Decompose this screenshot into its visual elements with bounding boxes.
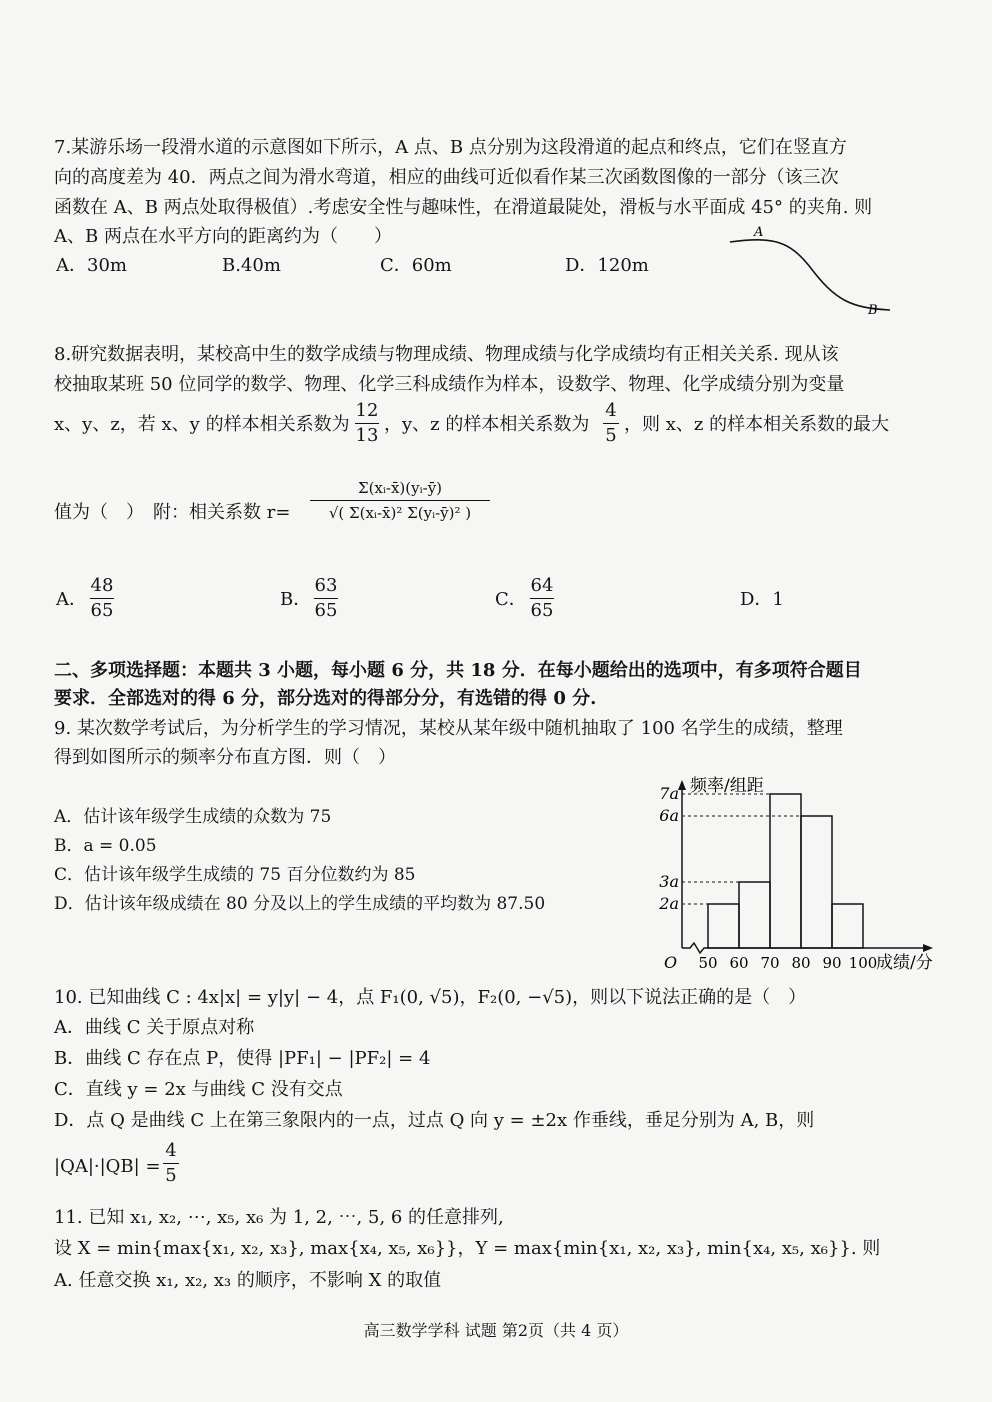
q7-option-b: B.40m [222,255,281,276]
frac-numerator: 4 [605,400,617,421]
q8-option-d: D．1 [740,589,784,610]
x-tick-label: 50 [698,954,718,972]
q10-option-b: B．曲线 C 存在点 P，使得 |PF₁| − |PF₂| = 4 [54,1048,431,1069]
x-tick-label: 100 [848,954,878,972]
q10-option-d: D．点 Q 是曲线 C 上在第三象限内的一点，过点 Q 向 y = ±2x 作垂线，垂足分别为 A, B，则 [54,1110,815,1131]
q8-line-4: 值为（ ） 附：相关系数 r= [54,502,291,523]
histogram-bar [739,882,770,948]
q10-line-1: 10. 已知曲线 C : 4x|x| = y|y| − 4，点 F₁(0, √5)，F₂(0, −√5)，则以下说法正确的是（ ） [54,987,807,1008]
q10-option-a: A．曲线 C 关于原点对称 [54,1017,255,1038]
x-tick-label: 80 [791,954,811,972]
point-a-label: A [754,225,764,240]
formula-numerator: Σ(xᵢ-x̄)(yᵢ-ȳ) [357,479,443,497]
section2-line-1: 二、多项选择题：本题共 3 小题，每小题 6 分，共 18 分．在每小题给出的选项中，有多项符合题目 [54,660,862,681]
y-axis-arrow [678,780,686,790]
q11-line-2: 设 X = min{max{x₁, x₂, x₃}, max{x₄, x₅, x₆}}，Y = max{min{x₁, x₂, x₃}, min{x₄, x₅, x₆}}. 则 [54,1238,881,1259]
q7-option-a: A．30m [56,255,127,276]
frequency-histogram [640,770,960,980]
q8-frac-yz [603,400,619,447]
histogram-bar [832,904,863,948]
frac-numerator: 12 [355,400,379,421]
x-axis-arrow [923,944,933,952]
frac-denominator: 65 [90,600,114,621]
frac-denominator: 65 [530,600,554,621]
q8-line-3c: ，则 x、z 的样本相关系数的最大 [624,414,890,435]
histogram-bar [708,904,739,948]
slide-figure [720,222,900,322]
slide-curve [730,240,890,310]
q9-line-2: 得到如图所示的频率分布直方图．则（ ） [54,747,396,768]
frac-numerator: 4 [165,1140,177,1161]
histogram-bar [801,816,832,948]
q7-option-c: C．60m [380,255,452,276]
q8-option-b-label: B． [280,589,312,610]
q7-line-2: 向的高度差为 40．两点之间为滑水弯道，相应的曲线可近似看作某三次函数图像的一部分（该三次 [54,167,839,188]
q8-line-3b: ，y、z 的样本相关系数为 [384,414,590,435]
formula-denominator: √( Σ(xᵢ-x̄)² Σ(yᵢ-ȳ)² ) [328,504,472,522]
frac-numerator: 48 [90,575,114,596]
q8-option-c-frac [530,575,554,622]
frac-denominator: 65 [314,600,338,621]
y-axis-label: 频率/组距 [690,776,764,796]
x-tick-label: 70 [760,954,780,972]
frac-denominator: 5 [165,1165,177,1186]
page-footer: 高三数学学科 试题 第2页（共 4 页） [363,1321,629,1340]
x-tick-label: 60 [729,954,749,972]
frac-denominator: 5 [605,425,617,446]
q7-line-3: 函数在 A、B 两点处取得极值）.考虑安全性与趣味性，在滑道最陡处，滑板与水平面成 45° 的夹角. 则 [54,197,873,218]
frac-numerator: 64 [530,575,554,596]
q7-line-1: 7.某游乐场一段滑水道的示意图如下所示，A 点、B 点分别为这段滑道的起点和终点，它们在竖直方 [54,137,847,158]
x-tick-label: 90 [822,954,842,972]
origin-label: O [664,953,678,972]
q9-option-d: D．估计该年级成绩在 80 分及以上的学生成绩的平均数为 87.50 [54,894,546,914]
y-tick-label: 6a [659,806,679,825]
q10-d-frac [163,1140,179,1187]
section2-line-2: 要求．全部选对的得 6 分，部分选对的得部分分，有选错的得 0 分. [54,688,597,709]
q11-option-a: A. 任意交换 x₁, x₂, x₃ 的顺序，不影响 X 的取值 [54,1270,442,1291]
q9-option-a: A．估计该年级学生成绩的众数为 75 [54,807,332,827]
q8-frac-xy [355,400,379,447]
q8-option-b-frac [314,575,338,622]
frac-numerator: 63 [314,575,338,596]
q10-d-continuation: |QA|·|QB| = [54,1156,161,1177]
q9-option-c: C．估计该年级学生成绩的 75 百分位数约为 85 [54,865,416,885]
q8-line-2: 校抽取某班 50 位同学的数学、物理、化学三科成绩作为样本，设数学、物理、化学成绩分别为变量 [54,374,845,395]
y-tick-label: 2a [659,894,679,913]
q8-option-a-label: A． [56,589,87,610]
q8-line-1: 8.研究数据表明，某校高中生的数学成绩与物理成绩、物理成绩与化学成绩均有正相关关系. 现从该 [54,344,839,365]
q10-option-c: C．直线 y = 2x 与曲线 C 没有交点 [54,1079,343,1100]
frac-denominator: 13 [355,425,379,446]
q8-option-c-label: C． [495,589,527,610]
y-tick-label: 3a [659,872,679,891]
q9-line-1: 9. 某次数学考试后，为分析学生的学习情况，某校从某年级中随机抽取了 100 名学生的成绩，整理 [54,718,843,739]
q8-line-3a: x、y、z，若 x、y 的样本相关系数为 [54,414,350,435]
x-axis-label: 成绩/分 [876,953,933,973]
q8-option-a-frac [90,575,114,622]
point-b-label: B [868,303,878,318]
q7-line-4: A、B 两点在水平方向的距离约为（ ） [54,226,392,247]
histogram-bar [770,794,801,948]
q11-line-1: 11. 已知 x₁, x₂, ⋯, x₅, x₆ 为 1, 2, ⋯, 5, 6 的任意排列, [54,1207,504,1228]
correlation-formula [310,475,490,522]
q9-option-b: B．a = 0.05 [54,836,157,856]
q7-option-d: D．120m [565,255,649,276]
y-tick-label: 7a [659,784,679,803]
